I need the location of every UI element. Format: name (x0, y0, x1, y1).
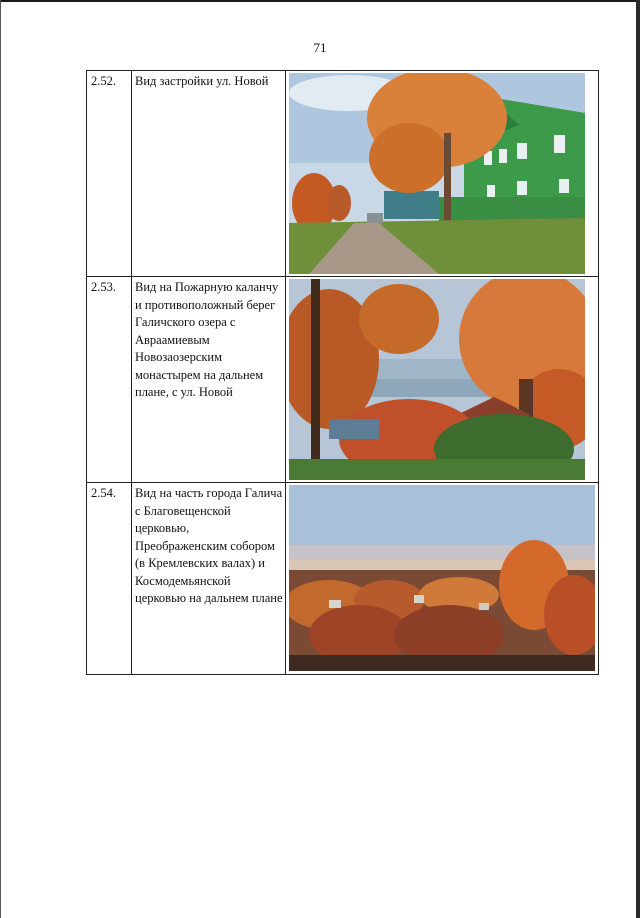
table-row (87, 483, 599, 675)
town-panorama-photo (289, 485, 595, 671)
photo-cell (286, 71, 599, 277)
autumn-lake-view-photo (289, 279, 595, 480)
row-description: Вид застройки ул. Новой (132, 71, 286, 277)
photo-cell (286, 277, 599, 483)
table-row (87, 71, 599, 277)
row-description: Вид на часть города Галича с Благовещенской церковью, Преображенским собором (в Кремлевских валах) и Космодемьянской церковью на дальнем плане (132, 483, 286, 675)
row-number: 2.52. (87, 71, 132, 277)
photo-cell (286, 483, 599, 675)
row-number: 2.53. (87, 277, 132, 483)
street-with-green-house-photo (289, 73, 595, 274)
row-description: Вид на Пожарную каланчу и противоположный берег Галичского озера с Авраамиевым Новозаозерским монастырем на дальнем плане, с ул. Новой (132, 277, 286, 483)
row-number: 2.54. (87, 483, 132, 675)
scan-border-right (636, 0, 640, 918)
table-row (87, 277, 599, 483)
photo-table (86, 70, 599, 675)
scan-border-left (0, 0, 1, 918)
page-number: 71 (313, 40, 327, 55)
scan-border-top (0, 0, 640, 2)
